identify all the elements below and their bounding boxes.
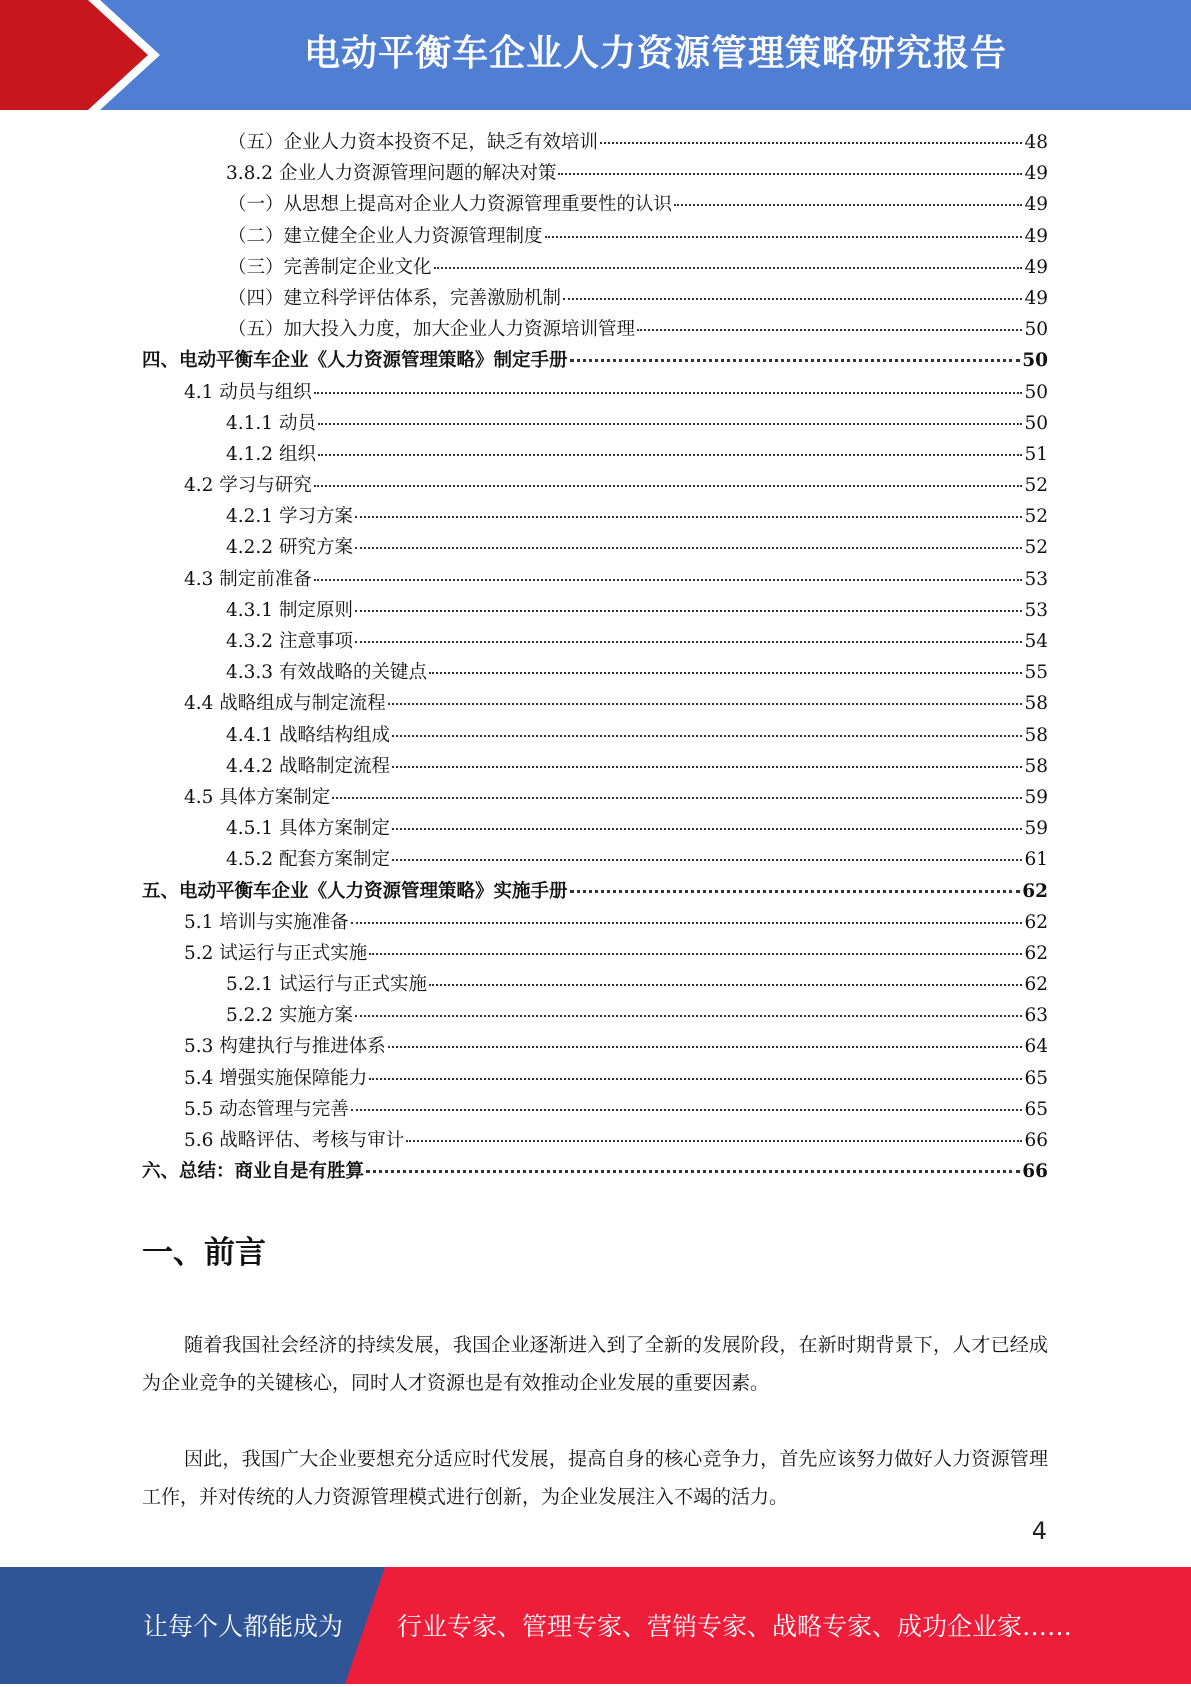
toc-entry-title: 4.3.1 制定原则 [226,599,353,621]
toc-entry[interactable] [142,1001,1048,1032]
toc-entry-title: 四、电动平衡车企业《人力资源管理策略》制定手册 [142,350,568,372]
toc-entry[interactable] [142,877,1048,908]
toc-entry-title: 4.2.1 学习方案 [226,506,353,528]
toc-entry[interactable] [142,627,1048,658]
toc-entry[interactable] [142,409,1048,440]
toc-entry-page: 62 [1024,942,1048,964]
toc-entry[interactable] [142,721,1048,752]
toc-entry-title: 5.3 构建执行与推进体系 [184,1036,386,1058]
header-banner [0,0,1191,110]
toc-entry[interactable] [142,159,1048,190]
toc-entry-title: （五）企业人力资本投资不足，缺乏有效培训 [228,132,599,153]
toc-dot-leader [600,142,1022,144]
toc-entry[interactable] [142,1032,1048,1063]
toc-entry-title: （五）加大投入力度，加大企业人力资源培训管理 [228,319,636,341]
toc-dot-leader [388,703,1023,705]
toc-dot-leader [369,953,1022,955]
toc-entry[interactable] [142,565,1048,596]
toc-entry[interactable] [142,814,1048,845]
toc-dot-leader [392,766,1022,768]
toc-entry-page: 66 [1024,1130,1048,1151]
toc-dot-leader [318,423,1023,425]
toc-dot-leader [545,236,1023,238]
toc-dot-leader [637,329,1022,331]
toc-entry-title: （一）从思想上提高对企业人力资源管理重要性的认识 [228,194,673,216]
toc-entry-page: 53 [1024,568,1048,590]
toc-entry[interactable] [142,970,1048,1001]
toc-entry-title: 5.4 增强实施保障能力 [184,1067,368,1089]
toc-entry[interactable] [142,346,1048,377]
toc-entry-title: 5.2.2 实施方案 [226,1005,353,1027]
toc-entry-page: 49 [1024,163,1048,185]
toc-entry[interactable] [142,1126,1048,1157]
toc-dot-leader [366,1170,1020,1173]
toc-entry[interactable] [142,533,1048,564]
toc-entry[interactable] [142,658,1048,689]
toc-entry[interactable] [142,222,1048,253]
toc-entry-title: 六、总结：商业自是有胜算 [142,1161,365,1183]
toc-dot-leader [570,890,1021,893]
toc-entry[interactable] [142,939,1048,970]
toc-entry-title: 4.1.1 动员 [226,412,316,434]
toc-entry-page: 52 [1024,506,1048,528]
toc-dot-leader [314,579,1023,581]
toc-entry[interactable] [142,502,1048,533]
toc-entry-title: 5.2.1 试运行与正式实施 [226,974,427,996]
toc-entry-title: 4.2 学习与研究 [184,475,312,497]
toc-entry-title: 4.5.2 配套方案制定 [226,849,390,871]
toc-entry-title: （二）建立健全企业人力资源管理制度 [228,225,543,247]
toc-entry-page: 49 [1024,256,1048,278]
toc-entry-page: 51 [1024,443,1048,465]
toc-entry[interactable] [142,378,1048,409]
toc-entry-page: 58 [1024,755,1048,777]
toc-dot-leader [429,672,1022,674]
body-paragraph: 随着我国社会经济的持续发展，我国企业逐渐进入到了全新的发展阶段，在新时期背景下，人才已经成为企业竞争的关键核心，同时人才资源也是有效推动企业发展的重要因素。 [142,1334,1048,1394]
toc-entry-page: 59 [1024,818,1048,840]
toc-entry-page: 49 [1024,225,1048,247]
toc-entry[interactable] [142,253,1048,284]
toc-entry[interactable] [142,315,1048,346]
toc-entry-page: 58 [1024,693,1048,715]
toc-dot-leader [392,828,1022,830]
toc-entry[interactable] [142,783,1048,814]
section-heading: 一、前言 [142,1235,266,1271]
toc-entry[interactable] [142,284,1048,315]
toc-entry-title: 5.6 战略评估、考核与审计 [184,1130,405,1151]
footer-slogan-right: 行业专家、管理专家、营销专家、战略专家、成功企业家…… [397,1612,1073,1641]
toc-entry[interactable] [142,845,1048,876]
toc-entry-page: 62 [1022,880,1048,902]
toc-entry-title: 5.2 试运行与正式实施 [184,942,368,964]
toc-entry-page: 52 [1024,475,1048,497]
table-of-contents [142,128,1048,1188]
toc-entry-title: 4.4 战略组成与制定流程 [184,693,386,715]
toc-entry-title: 五、电动平衡车企业《人力资源管理策略》实施手册 [142,880,568,902]
toc-entry-page: 58 [1024,724,1048,746]
toc-entry-title: 4.3.2 注意事项 [226,631,353,652]
toc-entry-page: 62 [1024,974,1048,996]
toc-dot-leader [318,454,1023,456]
toc-entry-title: （三）完善制定企业文化 [228,256,432,278]
toc-entry-title: 4.2.2 研究方案 [226,537,353,559]
toc-entry-title: 5.1 培训与实施准备 [184,911,349,933]
toc-entry-title: 4.4.1 战略结构组成 [226,724,390,746]
toc-entry-page: 64 [1024,1036,1048,1058]
toc-dot-leader [570,359,1021,362]
toc-dot-leader [351,922,1023,924]
toc-entry-page: 63 [1024,1005,1048,1027]
toc-entry-page: 49 [1024,194,1048,216]
toc-dot-leader [314,485,1023,487]
toc-entry[interactable] [142,1157,1048,1188]
toc-entry[interactable] [142,440,1048,471]
toc-entry[interactable] [142,752,1048,783]
toc-dot-leader [355,1015,1023,1017]
toc-entry[interactable] [142,471,1048,502]
toc-entry-page: 59 [1024,786,1048,808]
toc-entry-page: 50 [1024,412,1048,434]
toc-entry[interactable] [142,128,1048,159]
toc-entry-title: 4.1 动员与组织 [184,381,312,403]
toc-entry-title: （四）建立科学评估体系，完善激励机制 [228,287,562,309]
toc-entry-page: 49 [1024,287,1048,309]
toc-entry-page: 62 [1024,911,1048,933]
toc-dot-leader [355,641,1023,643]
toc-entry[interactable] [142,689,1048,720]
toc-entry-page: 50 [1024,381,1048,403]
toc-dot-leader [369,1078,1022,1080]
footer-banner [0,1567,1191,1684]
toc-entry-title: 4.3.3 有效战略的关键点 [226,662,427,684]
toc-dot-leader [563,298,1022,300]
toc-entry-title: 4.5 具体方案制定 [184,786,331,808]
toc-entry-page: 66 [1022,1161,1048,1183]
toc-entry-page: 50 [1024,319,1048,341]
toc-dot-leader [314,392,1023,394]
toc-dot-leader [351,1109,1023,1111]
toc-dot-leader [558,173,1022,175]
toc-entry-page: 61 [1024,849,1048,871]
toc-dot-leader [355,547,1023,549]
toc-entry[interactable] [142,908,1048,939]
toc-dot-leader [388,1046,1023,1048]
toc-entry-page: 52 [1024,537,1048,559]
toc-entry-title: 4.1.2 组织 [226,443,316,465]
toc-entry-title: 5.5 动态管理与完善 [184,1098,349,1120]
toc-entry[interactable] [142,596,1048,627]
toc-entry-page: 48 [1024,132,1048,153]
footer-slogan-left: 让每个人都能成为 [143,1612,344,1641]
toc-entry[interactable] [142,1095,1048,1126]
report-title: 电动平衡车企业人力资源管理策略研究报告 [303,33,1007,74]
body-paragraph: 因此，我国广大企业要想充分适应时代发展，提高自身的核心竞争力，首先应该努力做好人力资源管理工作，并对传统的人力资源管理模式进行创新，为企业发展注入不竭的活力。 [142,1448,1048,1508]
toc-entry-page: 65 [1024,1098,1048,1120]
toc-dot-leader [332,797,1022,799]
toc-dot-leader [392,735,1022,737]
toc-dot-leader [406,1140,1022,1142]
toc-dot-leader [429,984,1022,986]
toc-dot-leader [355,610,1023,612]
toc-entry-page: 50 [1022,350,1048,372]
page-number: 4 [1031,1517,1047,1545]
toc-entry-page: 53 [1024,599,1048,621]
toc-entry-page: 55 [1024,662,1048,684]
toc-entry-title: 4.5.1 具体方案制定 [226,818,390,840]
toc-entry-title: 3.8.2 企业人力资源管理问题的解决对策 [226,163,557,185]
toc-entry-title: 4.3 制定前准备 [184,568,312,590]
toc-entry-page: 65 [1024,1067,1048,1089]
toc-dot-leader [434,267,1023,269]
toc-entry[interactable] [142,190,1048,221]
toc-entry-title: 4.4.2 战略制定流程 [226,755,390,777]
toc-dot-leader [674,204,1022,206]
toc-entry[interactable] [142,1064,1048,1095]
toc-dot-leader [355,516,1023,518]
toc-entry-page: 54 [1024,631,1048,652]
toc-dot-leader [392,859,1022,861]
